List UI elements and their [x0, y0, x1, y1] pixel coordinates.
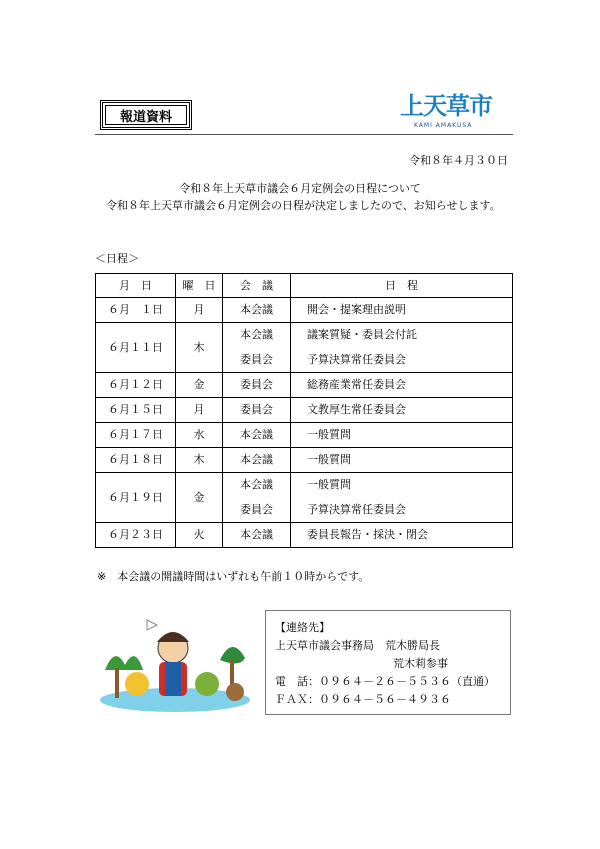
cell-agenda: 文教厚生常任委員会 — [291, 398, 513, 423]
table-row — [96, 298, 513, 323]
contact-office: 上天草市議会事務局 荒木勝局長 — [275, 639, 440, 652]
cell-agenda: 予算決算常任委員会 — [291, 348, 513, 373]
header-agenda: 日 程 — [291, 274, 513, 298]
table-row — [96, 398, 513, 423]
header-day: 曜 日 — [176, 274, 223, 298]
cell-day: 木 — [176, 323, 223, 373]
logo-subtext: KAMI AMAKUSA — [414, 122, 473, 129]
city-logo — [400, 92, 512, 132]
body-text: 令和８年上天草市議会６月定例会の日程が決定しましたので、お知らせします。 — [106, 199, 501, 212]
mascot-illustration — [95, 600, 255, 718]
cell-day: 火 — [176, 523, 223, 548]
cell-date: ６月１１日 — [96, 323, 176, 373]
cell-agenda: 開会・提案理由説明 — [291, 298, 513, 323]
cell-meeting: 委員会 — [223, 398, 291, 423]
cell-date: ６月 １日 — [96, 298, 176, 323]
table-row — [96, 448, 513, 473]
cell-day: 金 — [176, 473, 223, 523]
cell-day: 月 — [176, 398, 223, 423]
cell-day: 水 — [176, 423, 223, 448]
table-row — [96, 523, 513, 548]
contact-fax: ＦＡＸ：０９６４－５６－４９３６ — [275, 693, 451, 706]
contact-phone: 電 話：０９６４－２６－５５３６（直通） — [275, 675, 495, 688]
cell-meeting: 本会議 — [223, 423, 291, 448]
cell-date: ６月２３日 — [96, 523, 176, 548]
cell-agenda: 一般質問 — [291, 473, 513, 498]
document-title: 令和８年上天草市議会６月定例会の日程について — [179, 182, 421, 195]
cell-meeting: 委員会 — [223, 373, 291, 398]
logo-text: 上天草市 — [400, 91, 492, 120]
header-date: 月 日 — [96, 274, 176, 298]
cell-date: ６月１７日 — [96, 423, 176, 448]
cell-agenda: 議案質疑・委員会付託 — [291, 323, 513, 348]
cell-date: ６月１８日 — [96, 448, 176, 473]
cell-agenda: 総務産業常任委員会 — [291, 373, 513, 398]
cell-agenda: 一般質問 — [291, 448, 513, 473]
schedule-table — [95, 273, 513, 548]
table-header — [96, 274, 513, 298]
cell-day: 月 — [176, 298, 223, 323]
cell-agenda: 予算決算常任委員会 — [291, 498, 513, 523]
press-release-label: 報道資料 — [100, 100, 192, 130]
cell-meeting: 本会議 — [223, 298, 291, 323]
release-date: 令和８年４月３０日 — [409, 154, 508, 167]
table-row — [96, 423, 513, 448]
cell-date: ６月１５日 — [96, 398, 176, 423]
schedule-heading: ＜日程＞ — [95, 252, 139, 265]
cell-agenda: 一般質問 — [291, 423, 513, 448]
footnote: ※ 本会議の開議時間はいずれも午前１０時からです。 — [97, 570, 370, 583]
cell-day: 金 — [176, 373, 223, 398]
cell-meeting: 本会議 — [223, 323, 291, 348]
contact-box — [265, 610, 511, 715]
cell-date: ６月１９日 — [96, 473, 176, 523]
header-meeting: 会 議 — [223, 274, 291, 298]
cell-day: 木 — [176, 448, 223, 473]
cell-date: ６月１２日 — [96, 373, 176, 398]
table-row — [96, 473, 513, 498]
cell-meeting: 委員会 — [223, 348, 291, 373]
cell-meeting: 本会議 — [223, 448, 291, 473]
contact-person: 荒木莉参事 — [393, 657, 448, 670]
table-row — [96, 373, 513, 398]
header-divider — [95, 134, 513, 135]
table-row — [96, 323, 513, 348]
cell-meeting: 本会議 — [223, 473, 291, 498]
cell-meeting: 本会議 — [223, 523, 291, 548]
cell-agenda: 委員長報告・採決・閉会 — [291, 523, 513, 548]
contact-heading: 【連絡先】 — [275, 621, 330, 634]
cell-meeting: 委員会 — [223, 498, 291, 523]
